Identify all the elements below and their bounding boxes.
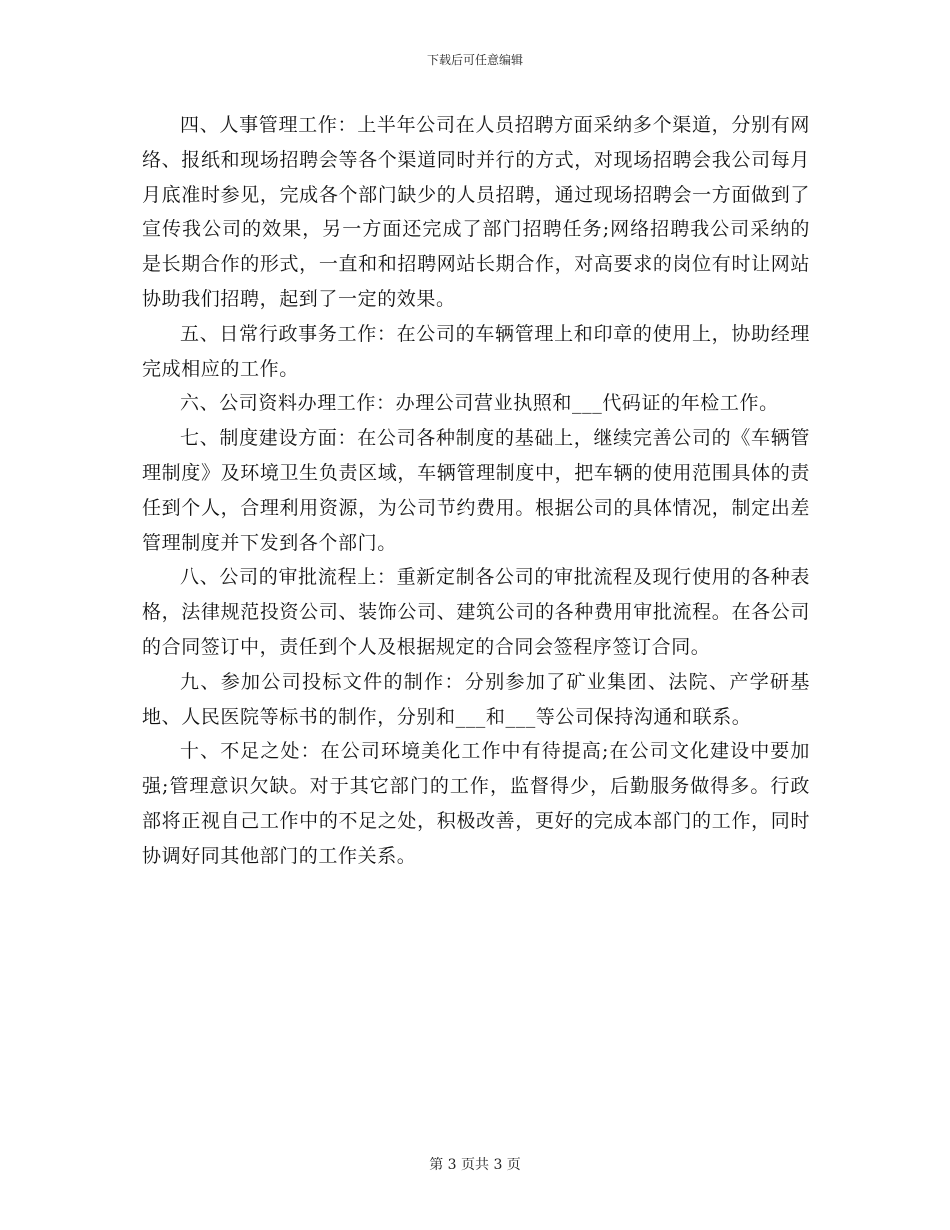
paragraph-approval-process: 八、公司的审批流程上：重新定制各公司的审批流程及现行使用的各种表格，法律规范投资公司、装饰公司、建筑公司的各种费用审批流程。在各公司的合同签订中，责任到个人及根据规定的合同会签程序签订合同。 <box>142 566 810 658</box>
page-number: 第 3 页共 3 页 <box>429 1157 521 1173</box>
document-body <box>142 108 810 874</box>
paragraph-bidding: 九、参加公司投标文件的制作：分别参加了矿业集团、法院、产学研基地、人民医院等标书的制作，分别和___和___等公司保持沟通和联系。 <box>142 670 810 728</box>
paragraph-shortcomings: 十、不足之处：在公司环境美化工作中有待提高;在公司文化建设中要加强;管理意识欠缺。对于其它部门的工作，监督得少，后勤服务做得多。行政部将正视自己工作中的不足之处，积极改善，更好的完成本部门的工作，同时协调好同其他部门的工作关系。 <box>142 740 810 867</box>
paragraph-system-building: 七、制度建设方面：在公司各种制度的基础上，继续完善公司的《车辆管理制度》及环境卫生负责区域，车辆管理制度中，把车辆的使用范围具体的责任到个人，合理利用资源，为公司节约费用。根据公司的具体情况，制定出差管理制度并下发到各个部门。 <box>142 427 810 554</box>
page-header: 下载后可任意编辑 <box>426 53 523 67</box>
paragraph-daily-affairs: 五、日常行政事务工作：在公司的车辆管理上和印章的使用上，协助经理完成相应的工作。 <box>142 322 810 380</box>
paragraph-documents: 六、公司资料办理工作：办理公司营业执照和___代码证的年检工作。 <box>180 392 779 415</box>
paragraph-personnel: 四、人事管理工作：上半年公司在人员招聘方面采纳多个渠道，分别有网络、报纸和现场招聘会等各个渠道同时并行的方式，对现场招聘会我公司每月月底准时参见，完成各个部门缺少的人员招聘，通过现场招聘会一方面做到了宣传我公司的效果，另一方面还完成了部门招聘任务;网络招聘我公司采纳的是长期合作的形式，一直和和招聘网站长期合作，对高要求的岗位有时让网站协助我们招聘，起到了一定的效果。 <box>142 114 810 310</box>
